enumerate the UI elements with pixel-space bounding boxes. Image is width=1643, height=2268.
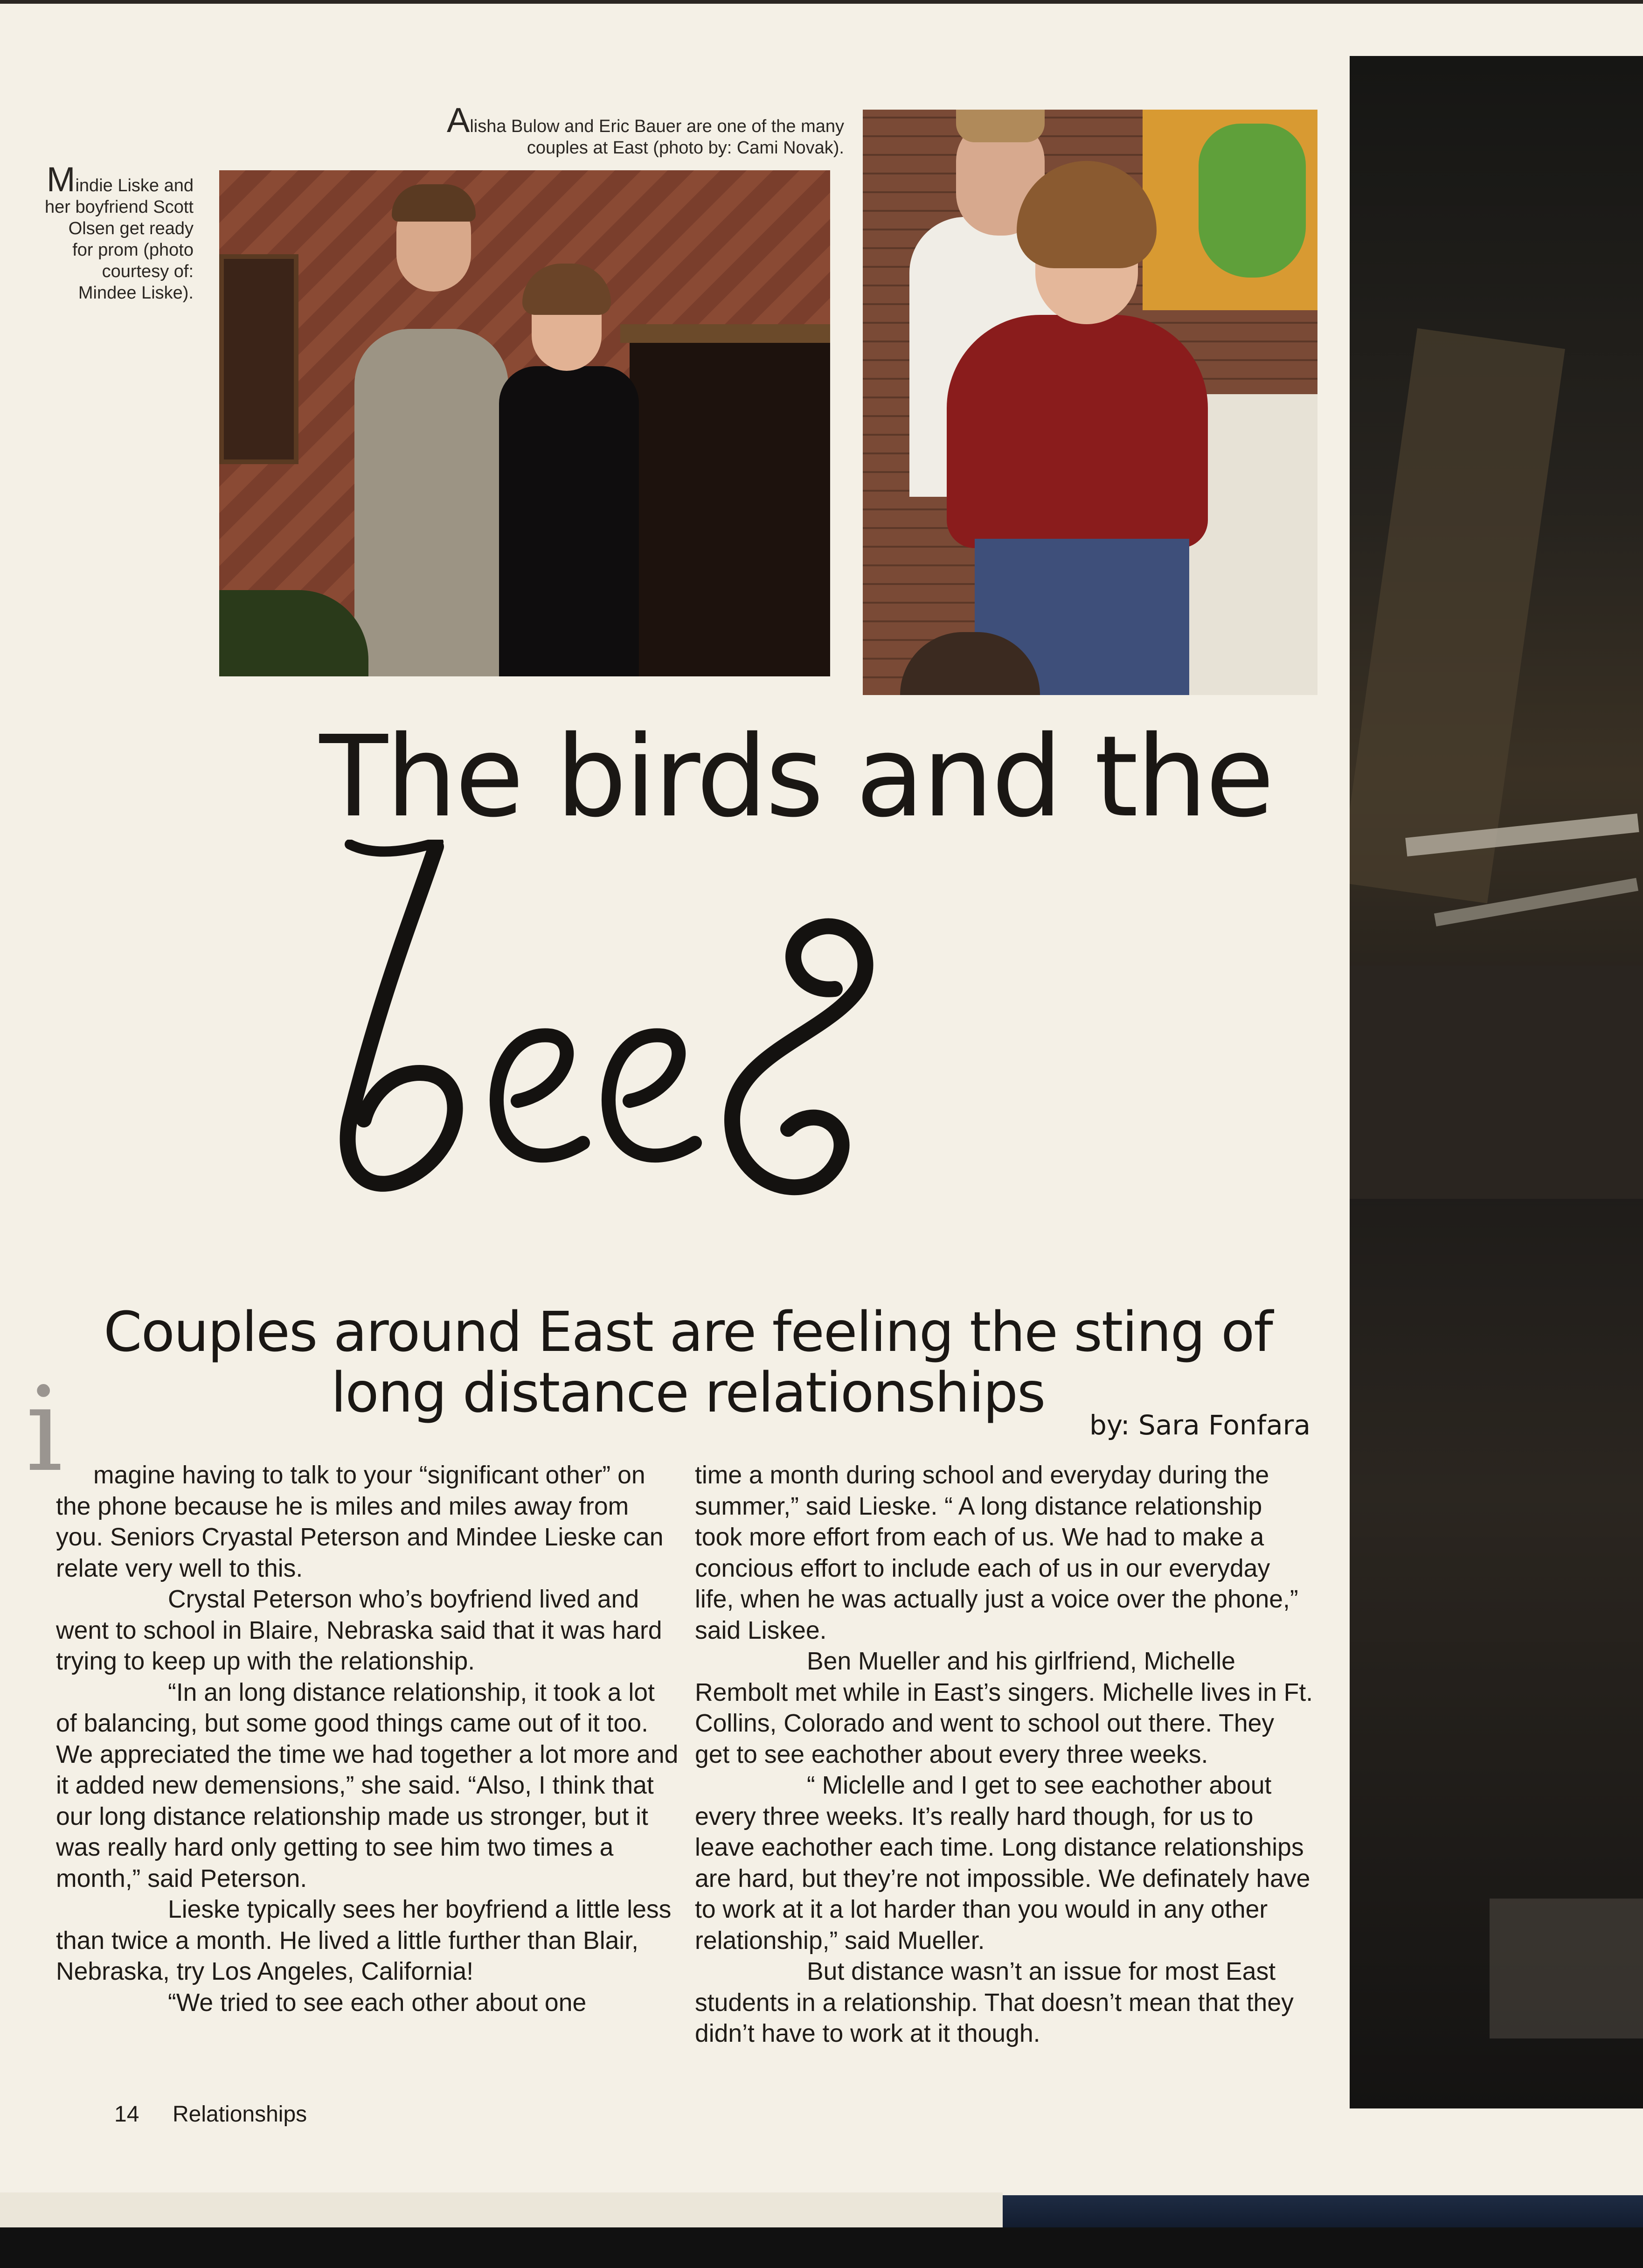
article-byline: by: Sara Fonfara (1089, 1409, 1310, 1441)
paragraph: “ Miclelle and I get to see eachother about every three weeks. It’s really hard though, for us to leave eachother each time. Long distance relationships are hard, but they’re not impossible. We definately have to work at it a lot harder than you would in any other relationship,” said Mueller. (695, 1772, 1310, 1955)
scan-edge-bottom (0, 2227, 1643, 2268)
page-top-edge (0, 0, 1643, 4)
caption-initial: M (46, 160, 76, 199)
paragraph: Lieske typically sees her boyfriend a little less than twice a month. He lived a little further than Blair, Nebraska, try Los Angeles, California! (56, 1896, 672, 1985)
paragraph: Ben Mueller and his girlfriend, Michelle Rembolt met while in East’s singers. Michelle lives in Ft. Collins, Colorado and went to school out there. They get to see eachother about every three weeks. (695, 1648, 1313, 1768)
paragraph: time a month during school and everyday during the summer,” said Lieske. “ A long distance relationship took more effort from each of us. We had to make a concious effort to include each of us in our everyday life, when he was actually just a voice over the phone,” said Liskee. (695, 1461, 1298, 1644)
paragraph: Crystal Peterson who’s boyfriend lived and went to school in Blaire, Nebraska said that it was hard trying to keep up with the relationship. (56, 1586, 662, 1675)
photo-caption-left (44, 160, 194, 304)
paragraph: But distance wasn’t an issue for most East students in a relationship. That doesn’t mean that they didn’t have to work at it though. (695, 1958, 1294, 2047)
caption-initial: A (446, 101, 470, 139)
prom-couple-photo (219, 170, 830, 676)
headline-line1: The birds and the (319, 711, 1273, 842)
drop-cap: i (26, 1362, 63, 1497)
caption-text: lisha Bulow and Eric Bauer are one of the many couples at East (photo by: Cami Novak). (470, 117, 844, 158)
article-subtitle: Couples around East are feeling the sting of long distance relationships (104, 1300, 1272, 1425)
classroom-couple-photo (863, 110, 1317, 695)
article-column-right (695, 1460, 1315, 2050)
section-label: Relationships (173, 2102, 307, 2127)
article-column-left (56, 1460, 681, 2018)
paragraph: “In an long distance relationship, it took a lot of balancing, but some good things came out of it too. We appreciated the time we had together a lot more and it added new demensions,” she said. “Also, I think that our long distance relationship made us stronger, but it was really hard only getting to see him two times a month,” said Peterson. (56, 1678, 679, 1892)
caption-text: indie Liske and her boyfriend Scott Olsen get ready for prom (photo courtesy of: Mindee Liske). (45, 176, 194, 303)
page-number: 14 (114, 2102, 139, 2127)
paragraph: “We tried to see each other about one (168, 1989, 587, 2017)
headline-bees (322, 840, 1068, 1259)
side-photo-strip (1350, 56, 1643, 2108)
photo-caption-top (387, 101, 844, 159)
paragraph: magine having to talk to your “significant other” on the phone because he is miles and miles away from you. Seniors Cryastal Peterson and Mindee Lieske can relate very well to this. (56, 1461, 664, 1582)
